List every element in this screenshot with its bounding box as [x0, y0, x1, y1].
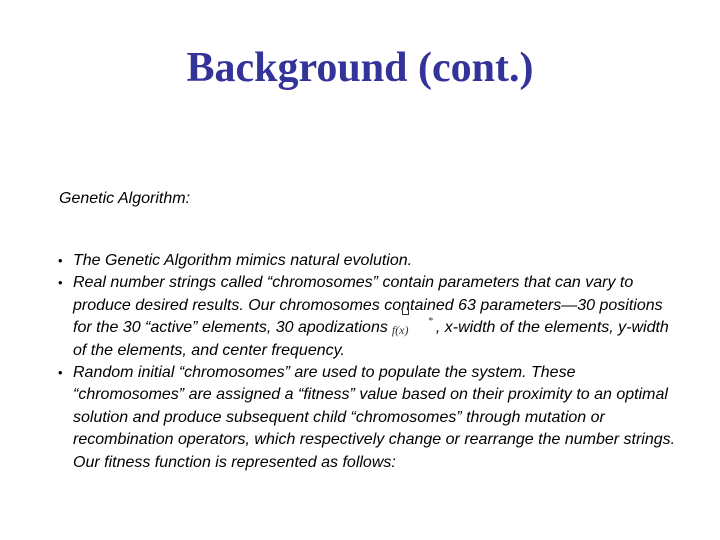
bullet-dot-icon: • — [58, 253, 63, 268]
bullet-list — [58, 250, 678, 474]
formula-text: f(x) — [391, 323, 409, 338]
bullet-item — [58, 250, 678, 272]
formula-placeholder-icon — [402, 307, 409, 315]
bullet-dot-icon: • — [58, 365, 63, 381]
formula-star: * — [427, 316, 433, 328]
bullet-item — [58, 272, 678, 362]
bullet-text: The Genetic Algorithm mimics natural evolution. — [73, 252, 413, 269]
apodization-formula — [388, 316, 436, 338]
bullet-dot-icon: • — [58, 275, 63, 291]
bullet-text: Random initial “chromosomes” are used to populate the system. These “chromosomes” are assigned a “fitness” value based on their proximity to an optimal solution and produce subsequent child “chromosomes” through mutation or recombination operators, which respectively change or rearrange the number strings. Our fitness function is represented as follows: — [73, 364, 676, 471]
section-heading: Genetic Algorithm: — [59, 190, 191, 207]
slide-title: Background (cont.) — [186, 45, 534, 91]
bullet-item — [58, 362, 678, 474]
bullet-text: Real number strings called “chromosomes” contain parameters that can vary to produce desired results. Our chromosomes contained 63 parameters—30 positions for the 30 “active” elements, 30 apodizations — [73, 274, 663, 337]
bullet-text-continued: , x-width of the elements, y-width of the elements, and center frequency. — [73, 319, 669, 359]
